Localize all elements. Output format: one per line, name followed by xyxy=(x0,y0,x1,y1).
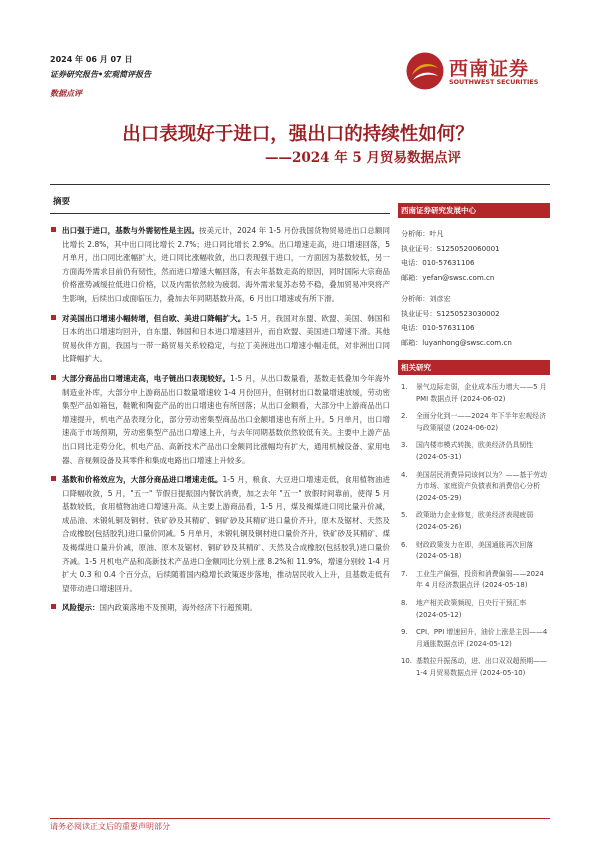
related-item[interactable] xyxy=(398,598,550,621)
related-item-text: 工业生产偏强，投资和消费偏弱——2024 年 4 月经济数据点评 (2024-05-18) xyxy=(416,569,544,590)
related-item-number: 7. xyxy=(401,569,408,578)
related-item-number: 9. xyxy=(401,628,408,637)
footer-divider xyxy=(50,818,550,819)
related-item-number: 2. xyxy=(401,412,408,421)
related-item-number: 5. xyxy=(401,511,408,520)
bullet-lead: 风险提示： xyxy=(62,603,100,613)
abstract-bullet xyxy=(50,312,390,366)
related-item-number: 6. xyxy=(401,540,408,549)
company-logo-icon xyxy=(405,51,445,91)
related-item[interactable] xyxy=(398,440,550,463)
title-divider xyxy=(50,184,550,185)
related-item[interactable] xyxy=(398,411,550,434)
related-item[interactable] xyxy=(398,470,550,505)
report-title: 出口表现好于进口，强出口的持续性如何？ xyxy=(122,124,474,145)
analyst-email[interactable]: 邮箱：yefan@swsc.com.cn xyxy=(401,272,495,282)
analyst-cert: 执业证号：S1250520060001 xyxy=(401,243,500,253)
abstract-bullet xyxy=(50,224,390,306)
bullet-lead: 出口强于进口，基数与外需韧性是主因。 xyxy=(62,226,200,235)
abstract-section xyxy=(50,195,390,621)
related-item-text: CPI、PPI 增速回升，油价上涨是主因——4 月通胀数据点评 (2024-05-12) xyxy=(416,628,548,648)
related-item-number: 10. xyxy=(401,657,412,666)
bullet-lead: 对美国出口增速小幅转增，但自欧、美进口降幅扩大。 xyxy=(62,313,246,323)
report-category: 证券研究报告•宏观简评报告 xyxy=(50,70,152,79)
related-item-text: 基数拉升振荡动，进、出口双双超预期——1-4 月贸易数据点评 (2024-05-10) xyxy=(416,657,547,677)
analyst-phone: 电话：010-57631106 xyxy=(401,323,475,332)
bullet-lead: 大部分商品出口增速走高，电子链出口表现较好。 xyxy=(62,373,231,383)
related-item-text: 美国居民消费异同该何以为？——基于劳动力市场、家庭资产负债表和消费信心分析 (2024-05-29) xyxy=(416,470,547,502)
report-subtitle: ——2024 年 5 月贸易数据点评 xyxy=(264,150,462,166)
logo-name-en: SOUTHWEST SECURITIES xyxy=(449,78,539,86)
related-item[interactable] xyxy=(398,382,550,405)
related-item[interactable] xyxy=(398,540,550,563)
abstract-label: 摘要 xyxy=(53,197,71,207)
abstract-bullet xyxy=(50,372,390,467)
related-item-number: 1. xyxy=(401,383,408,391)
related-item-text: 全面分化到一——2024 年下半年宏观经济与政策展望 (2024-06-02) xyxy=(416,412,546,432)
risk-warning xyxy=(50,601,390,615)
bullet-text: 1-5 月，从出口数量看，基数走低叠加今年海外制造业补库，大部分中上游商品出口数量增速较 1-4 月份回升，但钢材出口数量增速放缓，劳动密集型产品如箱包，鞋靴和陶瓷产品的出口增速也有所回落；从出口金额看，大部分中上游商品出口增速提升，机电产品表现分化，部分劳动密集型商品出口金额增速也有所上升。5 月单月，出口增速高于市场预期，劳动密集型产品出口增速上升，与去年同期基数依然较低有关。主要中上游产品出口同比走势分化，机电产品、高新技术产品出口金额同比涨幅均有扩大，通用机械设备、家用电器、音视频设备及其零件和集成电路出口增速上升较多。 xyxy=(62,373,391,465)
company-logo xyxy=(405,51,555,93)
bullet-text: 1-5 月，粮食、大豆进口增速走低，食用植物油进口降幅收敛，5 月，"五一" 节假日提振国内餐饮消费，加之去年 "五一" 放假时间靠前，使得 5 月基数较低，食用植物油进口增速升高。从主要上游商品看，1-5 月，煤及褐煤进口同比量升价减，成品油、未锻轧铜及铜材、铁矿砂及其精矿、铜矿砂及其精矿进口量价齐升，原木及锯材、天然及合成橡胶(包括胶乳)进口量价同减。5 月单月，未锻轧铜及铜材进口量价齐升，铁矿砂及其精矿、煤及褐煤进口量升价减，原油、原木及锯材、铜矿砂及其精矿、天然及合成橡胶(包括胶乳)进口量价齐减。1-5 月机电产品和高新技术产品进口金额同比分别上涨 8.2%和 11.9%，增速分别较 1-4 月扩大 0.3 和 0.4 个百分点，后续随着国内稳增长政策逐步落地，推动居民收入上升，且基数走低有望带动进口增速回升。 xyxy=(62,475,391,593)
related-item-text: 政策助力企业修复，欧美经济表现疲弱 (2024-05-26) xyxy=(416,511,534,531)
analyst-name: 分析师：叶凡 xyxy=(401,229,444,238)
related-item-number: 8. xyxy=(401,598,408,607)
report-subcategory: 数据点评 xyxy=(50,89,82,98)
bullet-lead: 基数和价格效应为，大部分商品进口增速走低。 xyxy=(62,475,223,485)
related-item-text: 财政政策发力在即，美国通胀再次回落 (2024-05-18) xyxy=(416,540,534,561)
related-item-number: 3. xyxy=(401,441,408,450)
related-research-title: 相关研究 xyxy=(398,360,550,375)
bullet-text: 按美元计，2024 年 1-5 月份我国货物贸易进出口总额同比增长 2.8%，其中出口同比增长 2.7%；进口同比增长 2.9%。出口增速走高，进口增速回落，5 月单月，出口同比涨幅扩大，进口同比涨幅收敛，出口表现强于进口，一方面因为基数较低，另一方面海外需求目前仍有韧性，然而进口增速大幅回落，有去年基数走高的原因，同时国际大宗商品价格涨势减缓拉低进口价格，以及内需依然较为疲弱。海外需求复苏态势不稳，叠加贸易冲突将产生影响，后续出口或面临压力，叠加去年同期基数升高，6 月出口增速或有所下滑。 xyxy=(62,226,390,303)
bullet-text: 1-5 月，我国对东盟、欧盟、美国、韩国和日本的出口增速均回升，自东盟、韩国和日本进口增速回升，而自欧盟、美国进口增速下滑。其他贸易伙伴方面，我国与一带一路贸易关系较稳定，与拉丁美洲进出口增速小幅走低，对非洲出口同比降幅扩大。 xyxy=(62,313,391,364)
analyst-name: 分析师：刘彦宏 xyxy=(401,294,451,303)
footer-disclaimer: 请务必阅读正文后的重要声明部分 xyxy=(50,822,170,831)
analyst-phone: 电话：010-57631106 xyxy=(401,258,475,267)
related-research-list xyxy=(398,382,550,679)
report-date: 2024 年 06 月 07 日 xyxy=(50,55,133,64)
related-item-text: 国内楼市模式转换，欧美经济仍具韧性 (2024-05-31) xyxy=(416,441,534,461)
related-item[interactable] xyxy=(398,569,550,592)
logo-name-cn: 西南证券 xyxy=(449,58,530,80)
related-item-text: 地产相关政策频现，日央行干预汇率 (2024-05-12) xyxy=(416,598,527,619)
related-item-number: 4. xyxy=(401,470,408,479)
abstract-divider xyxy=(50,213,390,214)
sidebar xyxy=(398,203,550,685)
analyst-card xyxy=(398,227,550,350)
related-item[interactable] xyxy=(398,510,550,533)
institute-title: 西南证券研究发展中心 xyxy=(398,203,550,218)
related-item[interactable] xyxy=(398,656,550,679)
related-item-text: 景气边际走弱，企业成本压力增大——5 月 PMI 数据点评 (2024-06-02) xyxy=(416,383,547,403)
abstract-bullets xyxy=(50,224,390,615)
report-meta xyxy=(50,52,151,101)
related-item[interactable] xyxy=(398,627,550,650)
analyst-email[interactable]: 邮箱：luyanhong@swsc.com.cn xyxy=(401,337,512,347)
analyst-cert: 执业证号：S1250523030002 xyxy=(401,308,500,318)
abstract-bullet xyxy=(50,473,390,595)
bullet-text: 国内政策落地不及预期，海外经济下行超预期。 xyxy=(99,603,257,613)
